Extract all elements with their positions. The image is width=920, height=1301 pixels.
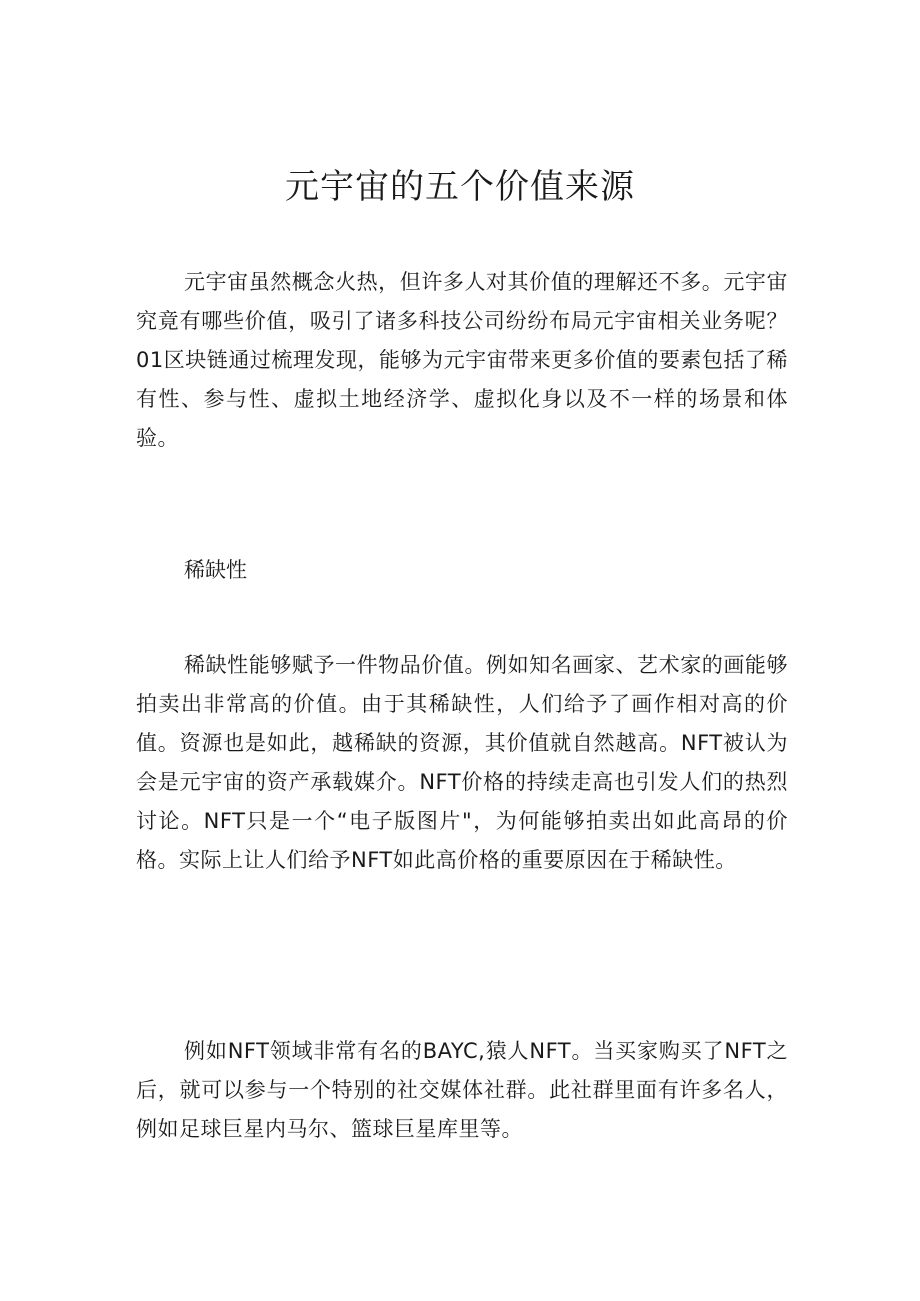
intro-paragraph: 元宇宙虽然概念火热，但许多人对其价值的理解还不多。元宇宙究竟有哪些价值，吸引了诸多科技公司纷纷布局元宇宙相关业务呢？01区块链通过梳理发现，能够为元宇宙带来更多价值的要素包括了稀有性、参与性、虚拟土地经济学、虚拟化身以及不一样的场景和体验。 [136,270,788,450]
scarcity-paragraph: 稀缺性能够赋予一件物品价值。例如知名画家、艺术家的画能够拍卖出非常高的价值。由于其稀缺性，人们给予了画作相对高的价值。资源也是如此，越稀缺的资源，其价值就自然越高。NFT被认为会是元宇宙的资产承载媒介。NFT价格的持续走高也引发人们的热烈讨论。NFT只是一个“电子版图片"，为何能够拍卖出如此高昂的价格。实际上让人们给予NFT如此高价格的重要原因在于稀缺性。 [136,653,788,872]
section-heading-scarcity: 稀缺性 [184,558,247,582]
bayc-paragraph: 例如NFT领域非常有名的BAYC,猿人NFT。当买家购买了NFT之后，就可以参与一个特别的社交媒体社群。此社群里面有许多名人，例如足球巨星内马尔、篮球巨星库里等。 [136,1039,788,1141]
document-title: 元宇宙的五个价值来源 [285,167,635,207]
